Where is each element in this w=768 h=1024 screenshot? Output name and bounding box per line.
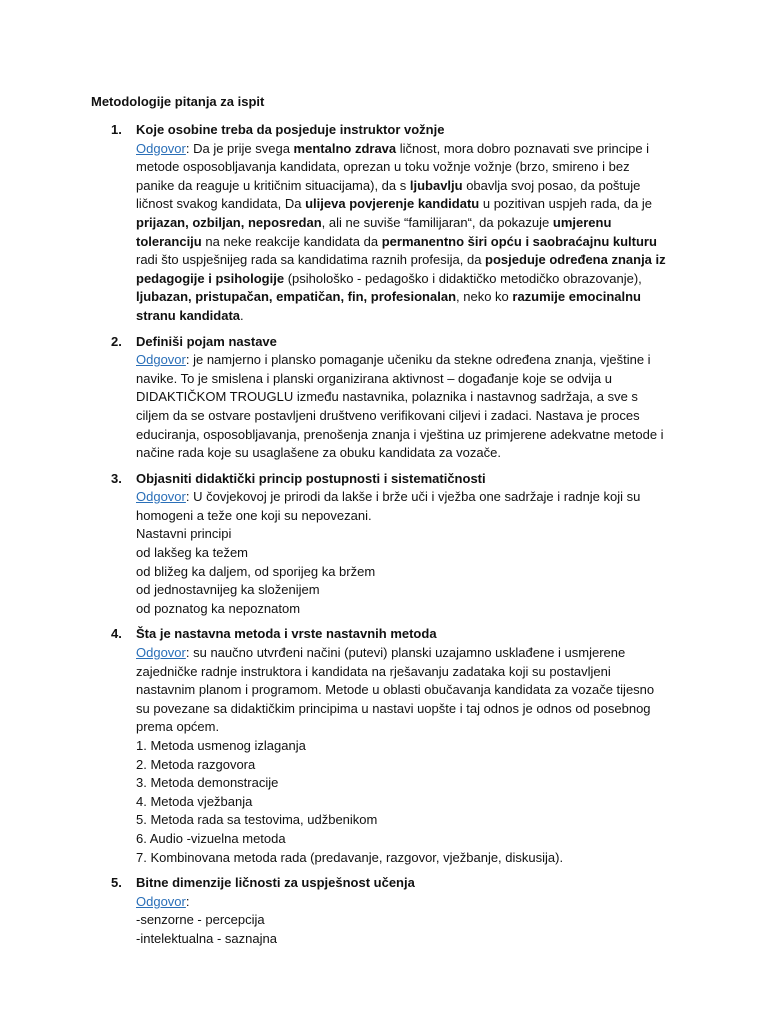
question-title: Šta je nastavna metoda i vrste nastavnih metoda	[136, 626, 437, 642]
answer-emphasis: posjeduje određena znanja iz pedagogije i psihologije	[136, 252, 666, 286]
answer-list-line: 6. Audio -vizuelna metoda	[136, 830, 286, 846]
answer-text: ličnost, mora dobro poznavati sve principe i metode osposobljavanja kandidata, oprezan u toku vožnje vožnje (brzo, smireno i bez panike da reaguje u kritičnim situacijama), da s	[136, 140, 650, 193]
answer-text: obavlja svoj posao, da poštuje ličnost svakog kandidata, Da	[136, 177, 641, 212]
answer-text: , neko ko	[456, 289, 513, 305]
answer-list-line: 5. Metoda rada sa testovima, udžbenikom	[136, 812, 378, 828]
answer-paragraph	[136, 893, 668, 912]
answer-paragraph	[136, 488, 668, 525]
question-number: 1.	[111, 122, 122, 137]
answer-list-line: 4. Metoda vježbanja	[136, 793, 253, 809]
answer-list-line: 2. Metoda razgovora	[136, 756, 256, 772]
answer-emphasis: mentalno zdrava	[293, 140, 397, 156]
answer-text: .	[240, 307, 244, 323]
answer-list-line: -intelektualna - saznajna	[136, 930, 277, 946]
answer-list-line: 7. Kombinovana metoda rada (predavanje, razgovor, vježbanje, diskusija).	[136, 849, 564, 865]
answer-list-line: Nastavni principi	[136, 526, 232, 542]
answer-emphasis: umjerenu toleranciju	[136, 214, 612, 249]
answer-emphasis: prijazan, ozbiljan, neposredan	[136, 214, 322, 230]
answer-text: u pozitivan uspjeh rada, da je	[479, 196, 652, 212]
answer-emphasis: ljubazan, pristupačan, empatičan, fin, profesionalan	[136, 289, 457, 305]
answer-list-line: od jednostavnijeg ka složenijem	[136, 582, 320, 598]
answer-link[interactable]: Odgovor	[136, 489, 186, 505]
answer-text: : je namjerno i plansko pomaganje učeniku da stekne određena znanja, vještine i navike. To je smislena i planski organizirana aktivnost – događanje koje se odvija u DIDAKTIČKOM TROUGLU između nastavnika, polaznika i nastavnog sadržaja, a sve s ciljem da se ostvare postavljeni društveno verifikovani ciljevi i zadaci. Nastava je proces educiranja, osposobljavanja, prenošenja znanja i vještina uz primjerene adekvatne metode i načine rada koje su usaglašene za obuku kandidata za vozače.	[136, 352, 664, 461]
answer-link[interactable]: Odgovor	[136, 893, 186, 909]
answer-text: : U čovjekovoj je prirodi da lakše i brže uči i vježba one sadržaje i radnje koji su homogeni a teže one koji su nepovezani.	[136, 489, 641, 523]
answer-text: : Da je prije svega	[185, 140, 294, 156]
question-number: 3.	[111, 470, 122, 486]
question-item	[0, 874, 668, 948]
answer-emphasis: ljubavlju	[409, 177, 463, 193]
question-title: Definiši pojam nastave	[136, 333, 277, 349]
answer-list-line: -senzorne - percepcija	[136, 912, 265, 928]
answer-list-line: 1. Metoda usmenog izlaganja	[136, 738, 306, 753]
question-number: 4.	[111, 626, 122, 642]
question-item	[0, 333, 668, 463]
answer-list-line: od poznatog ka nepoznatom	[136, 600, 301, 616]
answer-paragraph	[136, 644, 668, 737]
answer-text: (psihološko - pedagoško i didaktičko metodičko obrazovanje),	[284, 270, 642, 286]
answer-link[interactable]: Odgovor	[136, 352, 186, 368]
question-title: Bitne dimenzije ličnosti za uspješnost učenja	[136, 875, 415, 891]
question-item	[0, 625, 668, 867]
answer-paragraph	[136, 140, 668, 326]
answer-list-line: od lakšeg ka težem	[136, 545, 249, 561]
answer-text: radi što uspješnijeg rada sa kandidatima raznih profesija, da	[136, 252, 486, 268]
answer-text: : su naučno utvrđeni načini (putevi) planski uzajamno usklađene i usmjerene zajedničke radnje instruktora i kandidata na rješavanju zadataka koji su postavljeni nastavnim planom i programom. Metode u oblasti obučavanja kandidata za vozače tijesno su povezane sa didaktičkim principima u nastavi uopšte i taj odnos je odnos od posebnog prema općem.	[136, 645, 655, 735]
answer-paragraph	[136, 351, 668, 463]
question-item	[0, 121, 668, 326]
question-title: Objasniti didaktički princip postupnosti i sistematičnosti	[136, 470, 486, 486]
answer-link[interactable]: Odgovor	[136, 140, 186, 156]
answer-emphasis: razumije emocinalnu stranu kandidata	[136, 289, 641, 323]
answer-text: na neke reakcije kandidata da	[201, 233, 382, 249]
answer-emphasis: ulijeva povjerenje kandidatu	[305, 196, 480, 212]
question-list	[0, 121, 768, 956]
answer-emphasis: permanentno širi opću i saobraćajnu kulturu	[381, 233, 657, 249]
question-title: Koje osobine treba da posjeduje instruktor vožnje	[136, 122, 445, 137]
question-number: 2.	[111, 333, 122, 349]
answer-text: :	[185, 893, 190, 909]
question-item	[0, 470, 668, 619]
answer-text: , ali ne suviše “familijaran“, da pokazuje	[321, 214, 553, 230]
document-title: Metodologije pitanja za ispit	[91, 94, 265, 109]
answer-link[interactable]: Odgovor	[136, 645, 186, 661]
answer-list-line: od bližeg ka daljem, od sporijeg ka bržem	[136, 563, 376, 579]
answer-list-line: 3. Metoda demonstracije	[136, 775, 279, 791]
question-number: 5.	[111, 875, 122, 891]
